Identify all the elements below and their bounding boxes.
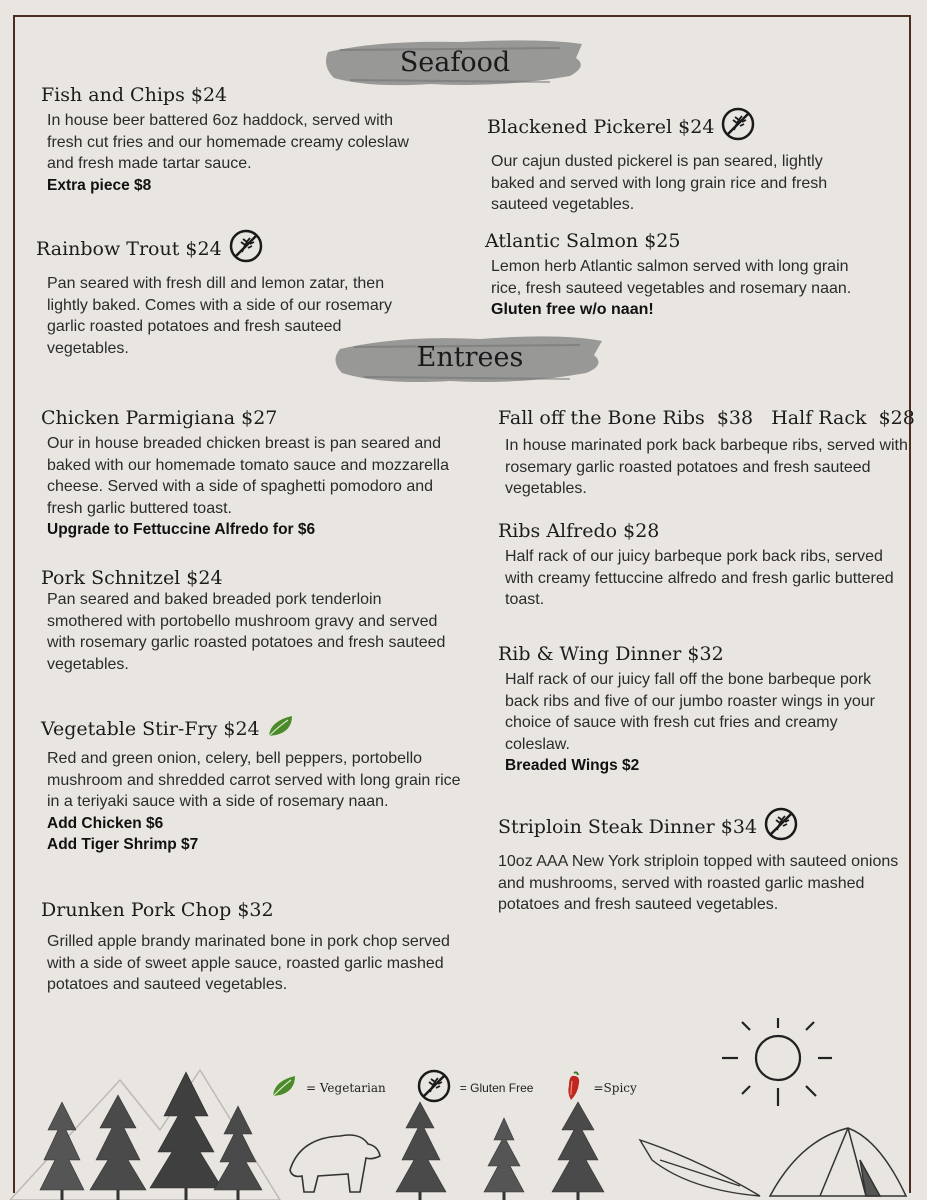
item-title: Pork Schnitzel $24 [41,567,223,589]
legend-gluten-free-label: = Gluten Free [459,1081,534,1095]
item-title: Drunken Pork Chop $32 [41,899,274,921]
item-extra: Upgrade to Fettuccine Alfredo for $6 [47,521,316,538]
menu-item [498,407,915,500]
item-title: Fall off the Bone Ribs $38 Half Rack $28 [498,407,915,429]
item-description: Grilled apple brandy marinated bone in pork chop served with a side of sweet apple sauce, roasted garlic mashed potatoes and sauteed vegetables. [47,933,450,993]
menu-item [41,407,461,541]
item-description: In house beer battered 6oz haddock, served with fresh cut fries and our homemade creamy coleslaw and fresh made tartar sauce. [47,112,409,172]
menu-item [41,567,461,675]
item-title: Atlantic Salmon $25 [485,230,681,252]
vegetarian-leaf-icon [266,713,296,744]
item-description: Half rack of our juicy fall off the bone barbeque pork back ribs and five of our jumbo roaster wings in your choice of sauce with fresh cut fries and creamy coleslaw. [505,671,875,753]
tree-icon [150,1072,222,1200]
entrees-banner [330,327,610,389]
legend-vegetarian-label: = Vegetarian [306,1081,386,1095]
item-description: Pan seared with fresh dill and lemon zatar, then lightly baked. Comes with a side of our rosemary garlic roasted potatoes and fresh sauteed vegetables. [47,275,393,357]
item-description: Our cajun dusted pickerel is pan seared, lightly baked and served with long grain rice and fresh sauteed vegetables. [491,153,828,213]
item-title: Striploin Steak Dinner $34 [498,815,758,838]
item-description: 10oz AAA New York striploin topped with sauteed onions and mushrooms, served with roasted garlic mashed potatoes and fresh sauteed vegetables. [498,853,899,913]
menu-item [498,643,898,777]
gluten-free-icon [763,806,799,847]
item-description: Red and green onion, celery, bell peppers, portobello mushroom and shredded carrot served with long grain rice in a teriyaki sauce with a side of rosemary naan. [47,750,461,810]
legend [270,1068,659,1108]
menu-item [485,230,885,321]
item-description: Half rack of our juicy barbeque pork back ribs, served with creamy fettuccine alfredo and fresh garlic buttered toast. [505,548,894,608]
tree-icon [90,1095,146,1200]
item-description: Our in house breaded chicken breast is pan seared and baked with our homemade tomato sauce and mozzarella cheese. Served with a side of spaghetti pomodoro and fresh garlic buttered toast. [47,435,449,517]
gluten-free-icon [416,1068,452,1109]
bear-icon [290,1135,380,1192]
item-title: Fish and Chips $24 [41,84,228,106]
gluten-free-icon [720,106,756,147]
item-title: Rib & Wing Dinner $32 [498,643,724,665]
menu-item [41,84,411,196]
vegetarian-leaf-icon [270,1073,298,1104]
menu-item [487,106,887,216]
menu-item [498,806,908,916]
tree-icon [214,1106,262,1200]
item-title: Rainbow Trout $24 [36,237,222,260]
item-title: Vegetable Stir-Fry $24 [41,717,260,740]
item-description: Lemon herb Atlantic salmon served with long grain rice, fresh sauteed vegetables and rosemary naan. [491,258,852,297]
tree-icon [396,1102,446,1200]
menu-item [498,520,898,611]
section-title-seafood: Seafood [399,47,511,78]
sun-icon [722,1018,832,1106]
item-extra: Extra piece $8 [47,176,152,194]
item-title: Chicken Parmigiana $27 [41,407,278,429]
item-description: In house marinated pork back barbeque ribs, served with rosemary garlic roasted potatoes and fresh sauteed vegetables. [505,437,908,497]
menu-item [41,899,461,996]
legend-spicy-label: =Spicy [593,1081,637,1095]
item-note: Gluten free w/o naan! [491,301,654,318]
item-extra: Add Tiger Shrimp $7 [47,836,199,853]
item-extra: Breaded Wings $2 [505,757,640,774]
section-title-entrees: Entrees [416,342,524,373]
gluten-free-icon [228,228,264,269]
tree-icon [40,1102,84,1200]
tree-icon [484,1118,524,1200]
tent-icon [770,1128,906,1196]
item-description: Pan seared and baked breaded pork tenderloin smothered with portobello mushroom gravy and served with rosemary garlic roasted potatoes and fresh sauteed vegetables. [47,591,446,673]
tree-icon [552,1102,604,1200]
item-extra: Add Chicken $6 [47,814,164,832]
item-title: Ribs Alfredo $28 [498,520,660,542]
item-title: Blackened Pickerel $24 [487,115,715,138]
spicy-pepper-icon [563,1069,585,1108]
canoe-icon [640,1140,760,1196]
menu-item [41,713,461,856]
